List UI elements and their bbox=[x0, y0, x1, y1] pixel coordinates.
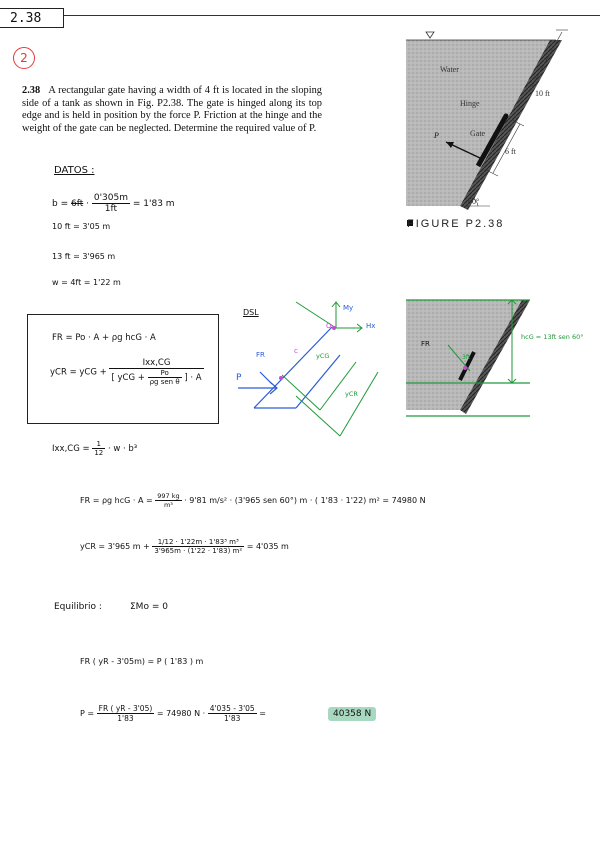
datos-10ft: 10 ft = 3'05 m bbox=[52, 222, 111, 231]
datos-title: DATOS : bbox=[54, 165, 95, 176]
eq-sum: ΣMo = 0 bbox=[130, 602, 168, 612]
dsl-ycr: yCR bbox=[345, 390, 358, 398]
dsl-fr: FR bbox=[256, 351, 265, 359]
datos-b: b = 6ft · $\frac{0'305m}{1ft}$ = 1'83 m bbox=[52, 193, 175, 214]
eq-title: Equilibrio : bbox=[54, 602, 102, 612]
note-3ft: 3ft bbox=[462, 354, 471, 361]
dsl-p: P bbox=[236, 373, 242, 383]
datos-w: w = 4ft = 1'22 m bbox=[52, 278, 121, 287]
result-p: 40358 N bbox=[328, 707, 376, 721]
dsl-title: DSL bbox=[243, 308, 259, 317]
calc-fr: FR = ρg hcG · A = $\frac{997 kg}{\text{m³}}$ · 9'81 m/s² · (3'965 sen 60°) m · ( 1'83 · 1'22) m² = 74980 N bbox=[80, 492, 426, 509]
label-gate: Gate bbox=[470, 129, 486, 138]
problem-text: A rectangular gate having a width of 4 ft is located in the sloping side of a tank as shown in Fig. P2.38. The gate is hinged along its top edge and is held in position by the force P. Friction at the hinge and the weight of the gate can be neglected. Determine the required value of P. bbox=[22, 85, 322, 134]
dsl-my: My bbox=[343, 304, 354, 312]
dsl-ycg: yCG bbox=[316, 352, 330, 360]
formula-ycr: yCR = yCG + Ixx,CG [ yCG + $\frac{Po}{\text{ρg sen θ}}$ ] · A bbox=[50, 358, 202, 386]
label-angle: 60° bbox=[468, 197, 480, 206]
dsl-o: O bbox=[326, 322, 332, 330]
problem-tab: 2.38 bbox=[0, 8, 64, 28]
calc-ycr: yCR = 3'965 m + $\frac{\text{1/12 · 1'22m · 1'83³ m³}}{\text{3'965m · (1'22 · 1'83) m²}}$ = 4'035 m bbox=[80, 538, 289, 555]
formula-ixx: Ixx,CG = $\frac{1}{12}$ · w · b³ bbox=[52, 440, 138, 457]
label-water: Water bbox=[440, 65, 459, 74]
label-10ft: 10 ft bbox=[535, 89, 550, 98]
circled-number: 2 bbox=[13, 47, 35, 69]
free-surface-icon bbox=[426, 32, 434, 38]
dsl-hx: Hx bbox=[366, 322, 376, 330]
label-6ft: 6 ft bbox=[505, 147, 516, 156]
note-hcg: hcG = 13ft sen 60° bbox=[521, 333, 584, 341]
dsl-c: c bbox=[294, 347, 298, 355]
problem-number: 2.38 bbox=[22, 85, 41, 96]
label-p: P bbox=[434, 131, 439, 140]
eq-moment: FR ( yR - 3'05m) = P ( 1'83 ) m bbox=[80, 657, 204, 666]
hinge-icon bbox=[504, 114, 509, 119]
dsl-diagram bbox=[238, 327, 340, 408]
label-hinge: Hinge bbox=[460, 99, 480, 108]
note-fr: FR bbox=[421, 340, 430, 348]
figure-caption: FIGURE P2.38 bbox=[407, 218, 505, 230]
datos-13ft: 13 ft = 3'965 m bbox=[52, 252, 116, 261]
calc-p: P = $\frac{FR ( yR - 3'05)}{1'83}$ = 74980 N · $\frac{4'035 - 3'05}{1'83}$ = bbox=[80, 704, 266, 723]
formula-fr: FR = Po · A + ρg hcG · A bbox=[52, 333, 156, 343]
